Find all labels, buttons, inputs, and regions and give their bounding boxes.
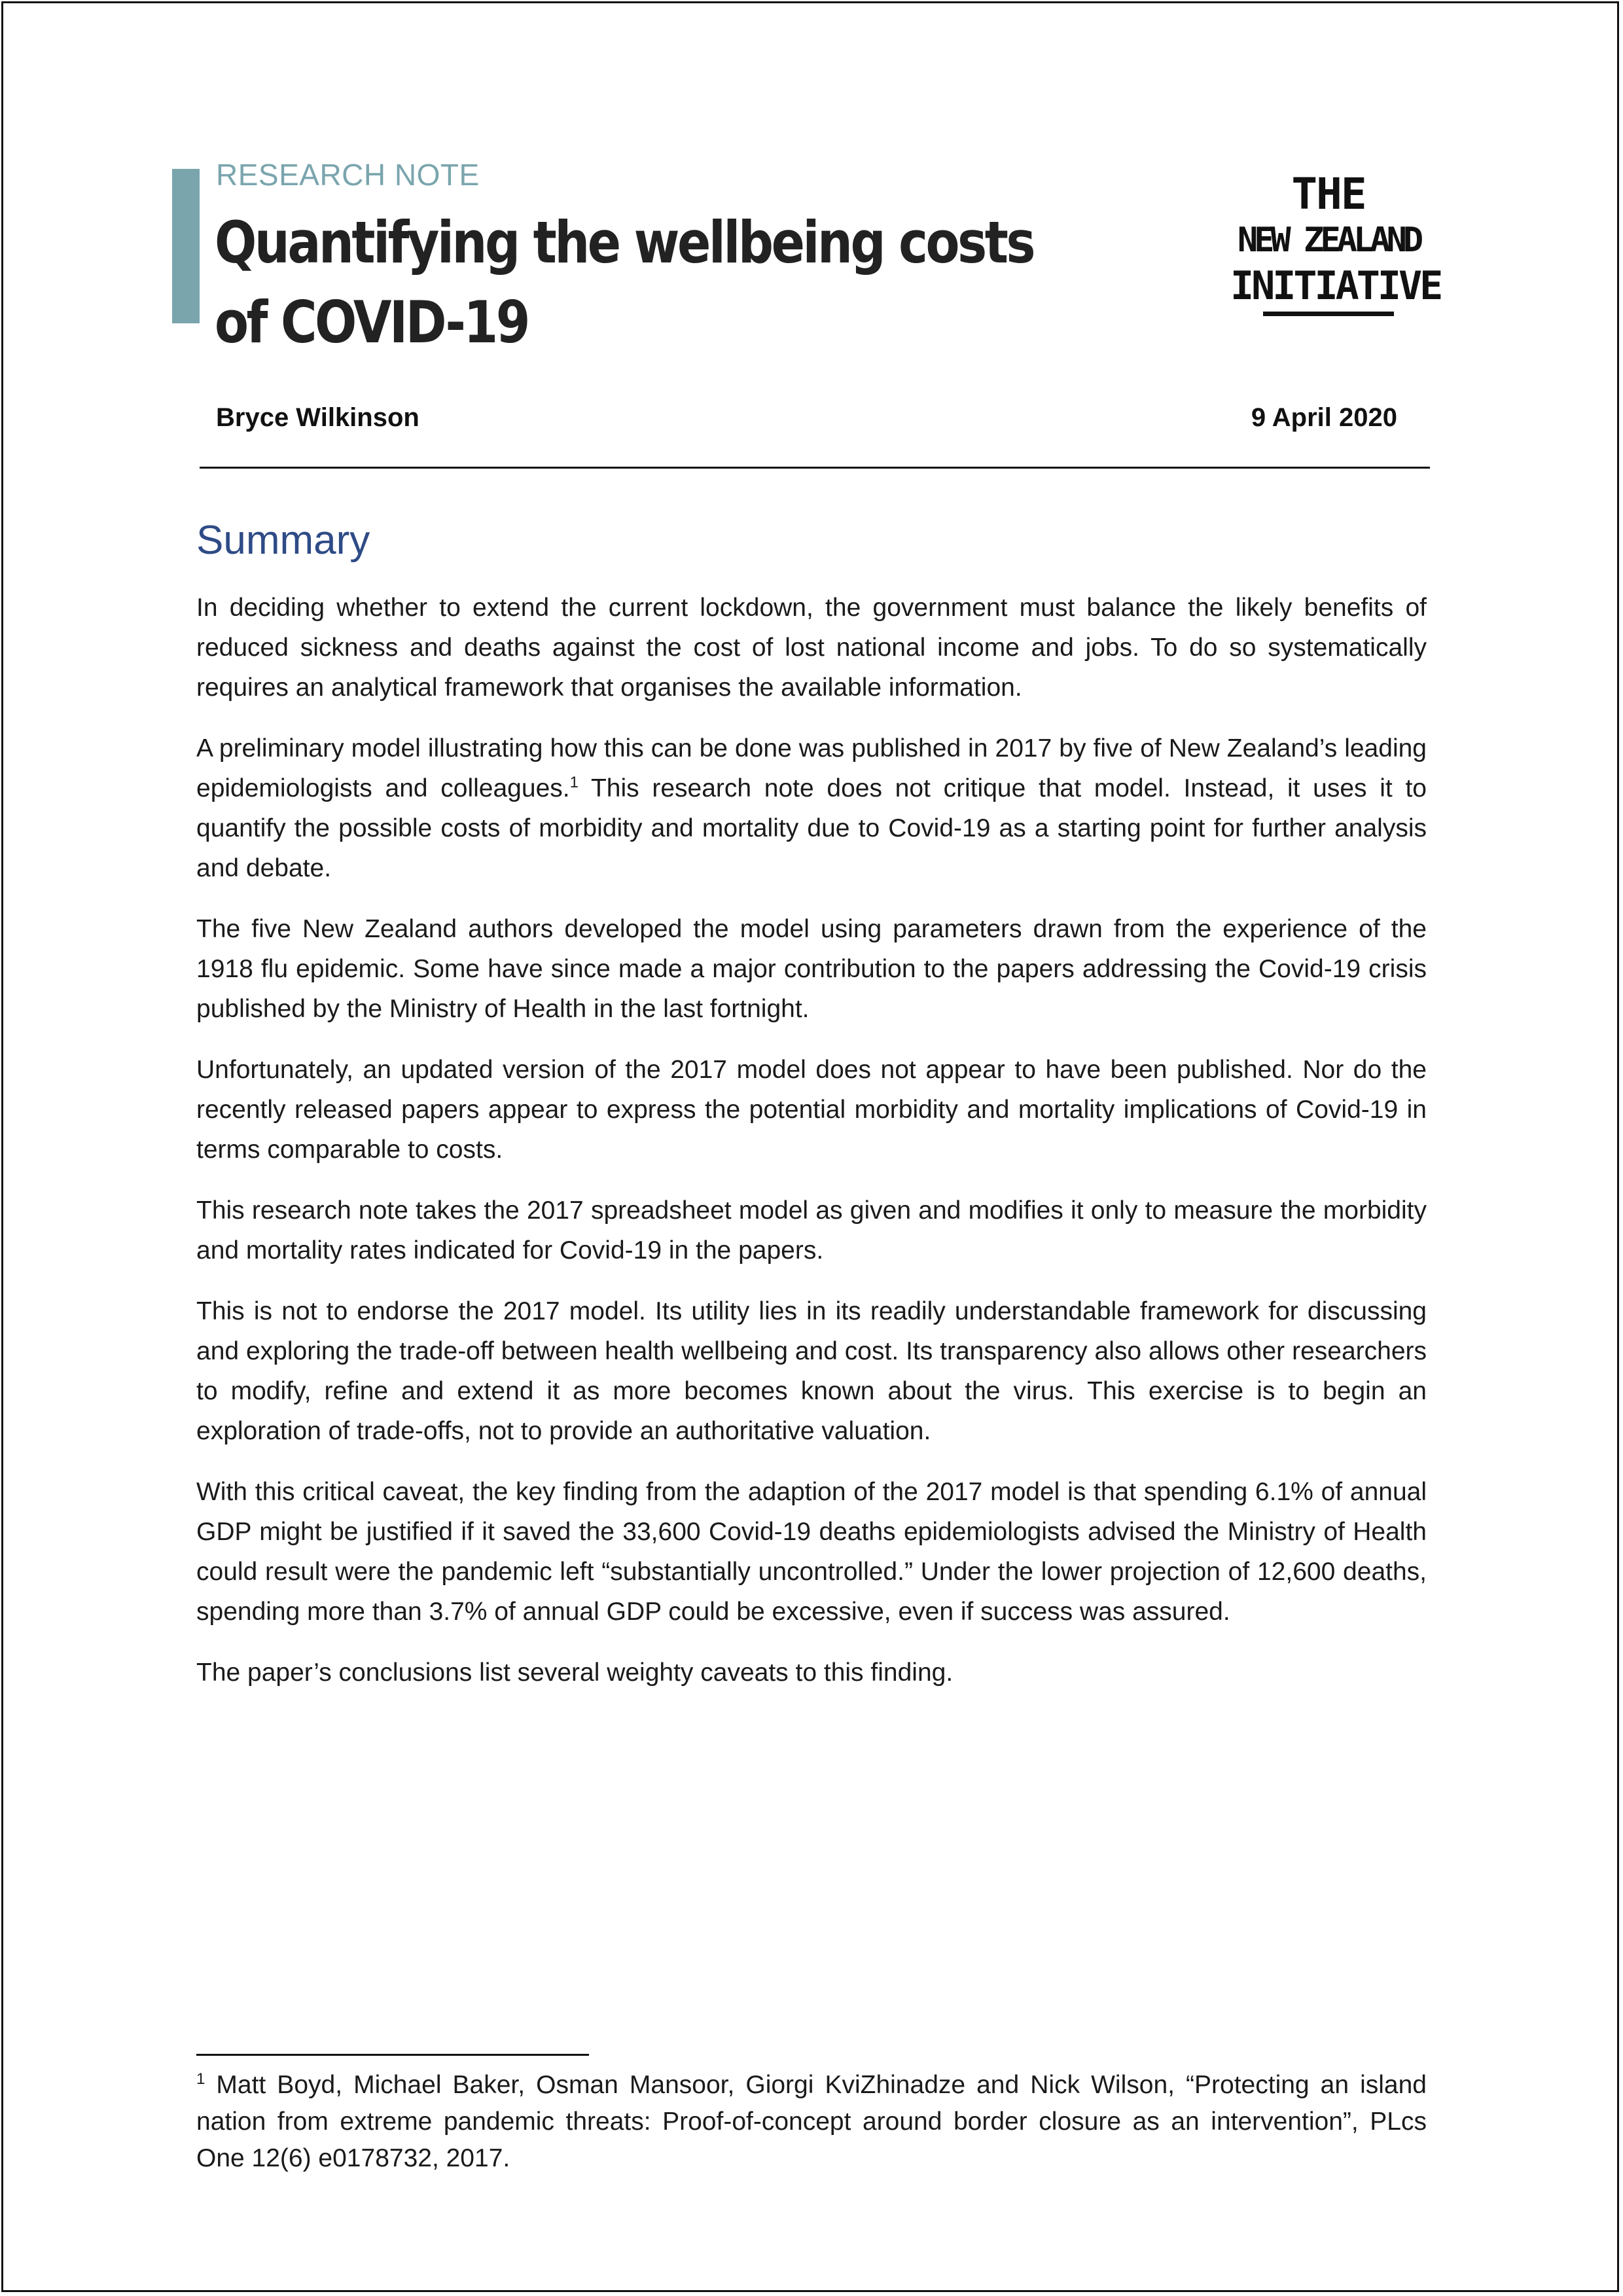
nzi-logo xyxy=(1230,169,1441,316)
paragraph-6: This is not to endorse the 2017 model. Its utility lies in its readily understandable framework for discussing and exploring the trade-off between health wellbeing and cost. Its transparency also allows other researchers to modify, refine and extend it as more becomes known about the virus. This exercise is to begin an exploration of trade-offs, not to provide an authoritative valuation. xyxy=(196,1297,1427,1445)
document-title: Quantifying the wellbeing costs of COVID-19 xyxy=(215,209,1034,356)
paragraph-4: Unfortunately, an updated version of the 2017 model does not appear to have been published. Nor do the recently released papers appear to express the potential morbidity and mortality implications of Covid-19 in terms comparable to costs. xyxy=(196,1056,1427,1164)
paragraph-1: In deciding whether to extend the current lockdown, the government must balance the likely benefits of reduced sickness and deaths against the cost of lost national income and jobs. To do so systematically requires an analytical framework that organises the available information. xyxy=(196,594,1427,702)
footnote-marker: 1 xyxy=(196,2070,205,2088)
paragraph-8: The paper’s conclusions list several weighty caveats to this finding. xyxy=(196,1659,954,1687)
footnote xyxy=(196,2067,1427,2177)
logo-line-3: INITIATIVE xyxy=(1230,263,1441,309)
paragraph-3: The five New Zealand authors developed the model using parameters drawn from the experience of the 1918 flu epidemic. Some have since made a major contribution to the papers addressing the Covid-19 crisis published by the Ministry of Health in the last fortnight. xyxy=(196,915,1427,1023)
paragraph-5: This research note takes the 2017 spreadsheet model as given and modifies it only to measure the morbidity and mortality rates indicated for Covid-19 in the papers. xyxy=(196,1196,1427,1265)
paragraph-2-part-1: A preliminary model illustrating how this can be done was published in 2017 by five of New Zealand’s leading epidemiologists and colleagues. xyxy=(196,734,1427,802)
publication-date: 9 April 2020 xyxy=(1251,403,1397,432)
accent-bar xyxy=(172,169,200,323)
document-kicker: RESEARCH NOTE xyxy=(216,158,480,192)
paragraph-2-part-2: This research note does not critique that model. Instead, it uses it to quantify the possible costs of morbidity and mortality due to Covid-19 as a starting point for further analysis and debate. xyxy=(196,774,1427,882)
paragraph-2 xyxy=(196,728,1427,888)
footnote-reference[interactable]: 1 xyxy=(569,774,579,791)
logo-line-2: NEW ZEALAND xyxy=(1237,221,1420,260)
footnote-divider xyxy=(196,2054,589,2056)
summary-heading: Summary xyxy=(196,518,370,563)
paragraph-7: With this critical caveat, the key finding from the adaption of the 2017 model is that spending 6.1% of annual GDP might be justified if it saved the 33,600 Covid-19 deaths epidemiologists advised the Ministry of Health could result were the pandemic left “substantially uncontrolled.” Under the lower projection of 12,600 deaths, spending more than 3.7% of annual GDP could be excessive, even if success was assured. xyxy=(196,1478,1427,1626)
author-name: Bryce Wilkinson xyxy=(216,403,419,432)
summary-body xyxy=(196,588,1427,1713)
header-divider xyxy=(200,467,1430,469)
logo-line-1: THE xyxy=(1291,169,1366,219)
logo-underline xyxy=(1263,312,1394,316)
footnote-text: Matt Boyd, Michael Baker, Osman Mansoor, Giorgi KviZhinadze and Nick Wilson, “Protecting an island nation from extreme pandemic threats: Proof-of-concept around border closure as an intervention”, PLcs One 12(6) e0178732, 2017. xyxy=(196,2071,1427,2172)
